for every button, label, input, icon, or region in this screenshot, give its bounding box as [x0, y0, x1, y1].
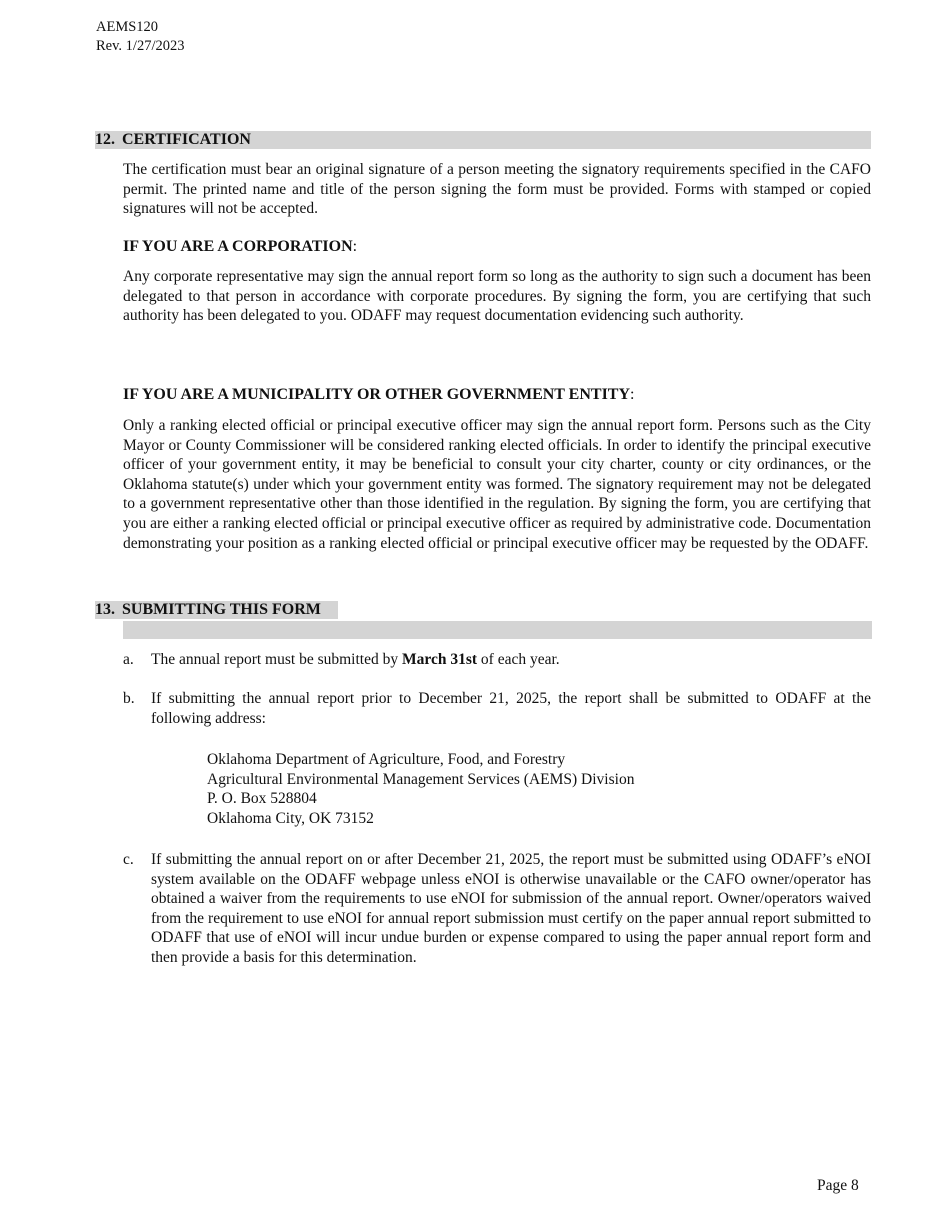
- section-13-heading: [95, 601, 338, 619]
- section-13-heading-band: [123, 621, 872, 639]
- corporation-heading-text: IF YOU ARE A CORPORATION: [123, 238, 353, 255]
- corporation-heading: [123, 238, 357, 256]
- mailing-address: [207, 750, 634, 829]
- submission-item-a: [123, 650, 871, 670]
- section-13-title: SUBMITTING THIS FORM: [122, 601, 321, 618]
- item-a-text-pre: The annual report must be submitted by: [151, 651, 402, 668]
- section-12-number: 12.: [95, 131, 115, 148]
- municipality-heading-text: IF YOU ARE A MUNICIPALITY OR OTHER GOVERNMENT ENTITY: [123, 386, 631, 403]
- item-b-text: If submitting the annual report prior to December 21, 2025, the report shall be submitted to ODAFF at the following address:: [151, 690, 871, 727]
- section-12-heading: [95, 131, 871, 149]
- address-line-2: Agricultural Environmental Management Services (AEMS) Division: [207, 770, 635, 788]
- item-a-text: [151, 650, 871, 670]
- corporation-heading-colon: :: [352, 238, 358, 255]
- item-a-label: a.: [123, 651, 134, 668]
- submission-item-b: [123, 689, 871, 729]
- address-line-3: P. O. Box 528804: [207, 790, 317, 808]
- item-a-deadline: March 31st: [401, 651, 478, 668]
- form-id: AEMS120: [96, 19, 159, 35]
- revision-date: Rev. 1/27/2023: [96, 38, 185, 54]
- section-13-number: 13.: [95, 601, 115, 618]
- municipality-text: Only a ranking elected official or principal executive officer may sign the annual report form. Persons such as the City Mayor or County Commissioner will be considered ranking elected officials. In order to identify the principal executive officer of your government entity, it may be beneficial to consult your city charter, county or city ordinances, or the Oklahoma statute(s) under which your government entity was formed. The signatory requirement may not be delegated to a government representative other than those identified in the regulation. By signing the form, you are certifying that you are either a ranking elected official or principal executive officer as required by administrative code. Documentation demonstrating your position as a ranking elected official or principal executive officer may be requested by the ODAFF.: [123, 417, 871, 552]
- address-line-1: Oklahoma Department of Agriculture, Food, and Forestry: [207, 751, 566, 768]
- certification-intro: The certification must bear an original signature of a person meeting the signatory requirements specified in the CAFO permit. The printed name and title of the person signing the form must be provided. Forms with stamped or copied signatures will not be accepted.: [123, 161, 871, 218]
- item-c-label: c.: [123, 851, 134, 868]
- corporation-text: Any corporate representative may sign the annual report form so long as the authority to sign such a document has been delegated to that person in accordance with corporate procedures. By signing the form, you are certifying that such authority has been delegated to you. ODAFF may request documentation evidencing such authority.: [123, 268, 871, 325]
- item-b-label: b.: [123, 690, 135, 707]
- item-c-text: If submitting the annual report on or after December 21, 2025, the report must be submitted using ODAFF’s eNOI system available on the ODAFF webpage unless eNOI is otherwise unavailable or the CAFO owner/operator has obtained a waiver from the requirements to use eNOI for submission of the annual report. Owner/operators waived from the requirement to use eNOI for annual report submission must certify on the paper annual report submitted to ODAFF that use of eNOI will incur undue burden or expense compared to using the paper annual report form and then provide a basis for this determination.: [151, 851, 871, 966]
- municipality-heading-colon: :: [630, 386, 635, 403]
- address-line-4: Oklahoma City, OK 73152: [207, 810, 374, 828]
- municipality-heading: [123, 386, 634, 404]
- submission-item-c: [123, 850, 871, 970]
- page-number: Page 8: [817, 1177, 859, 1194]
- item-a-text-post: of each year.: [477, 651, 560, 668]
- section-12-title: CERTIFICATION: [122, 131, 251, 148]
